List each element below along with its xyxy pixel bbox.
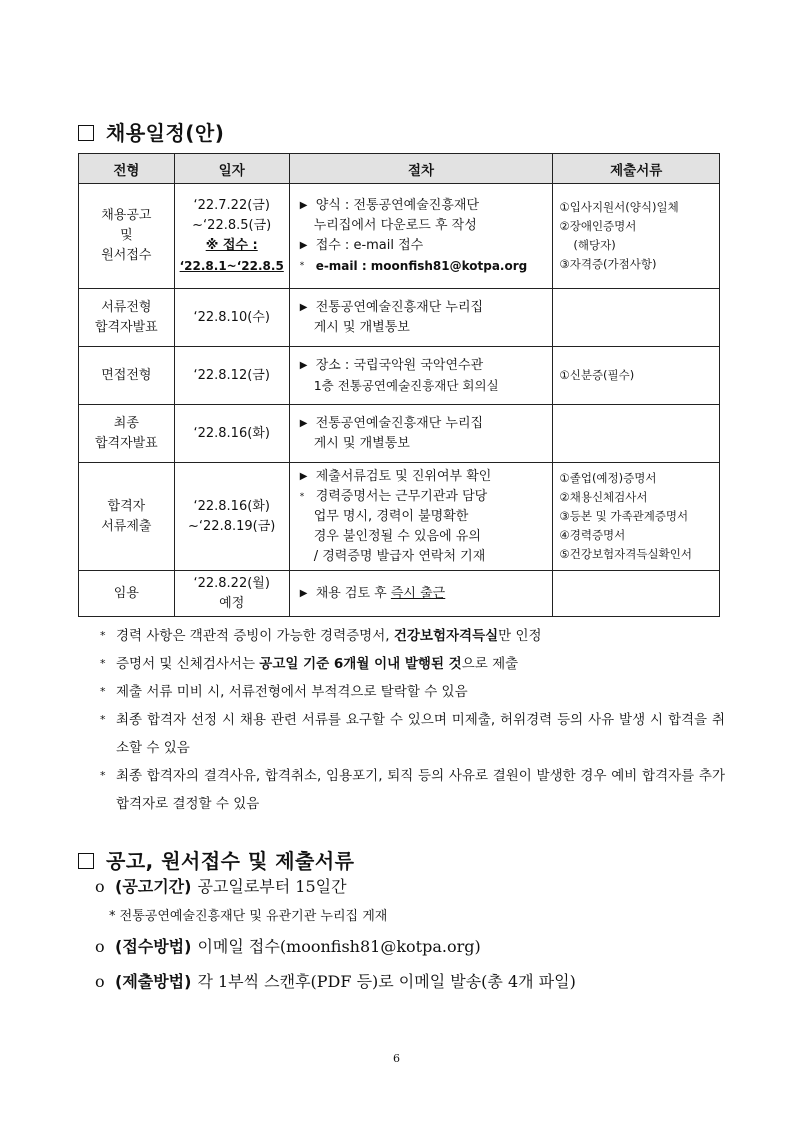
checkbox-square-icon — [78, 125, 94, 141]
date-cell: ‘22.8.16(화) — [174, 405, 289, 463]
stage-cell: 서류전형 합격자발표 — [79, 289, 175, 347]
list-item: o (접수방법) 이메일 접수(moonfish81@kotpa.org) — [95, 937, 481, 956]
notes-list — [100, 622, 725, 818]
receipt-period: ‘22.8.1~‘22.8.5 — [179, 259, 284, 273]
header-procedure: 절차 — [289, 154, 553, 184]
procedure-cell: ▶ 양식 : 전통공연예술진흥재단 누리집에서 다운로드 후 작성 ▶ 접수 : e-mail 접수 * e-mail : moonfish81@kotpa.org — [289, 184, 553, 289]
asterisk-icon: * — [299, 491, 305, 502]
date-cell: ‘22.8.10(수) — [174, 289, 289, 347]
documents-cell: ①신분증(필수) — [553, 347, 720, 405]
asterisk-icon: * — [100, 713, 106, 726]
asterisk-icon: * — [100, 685, 106, 698]
section-title-schedule: 채용일정(안) — [78, 117, 224, 146]
documents-cell — [553, 289, 720, 347]
announcement-items — [95, 874, 735, 1004]
list-item: o (제출방법) 각 1부씩 스캔후(PDF 등)로 이메일 발송(총 4개 파일) — [95, 972, 576, 991]
table-row — [79, 571, 720, 617]
stage-cell: 임용 — [79, 571, 175, 617]
page-number: 6 — [393, 1052, 400, 1065]
bullet-icon: o — [95, 972, 105, 991]
immediate-start-text: 즉시 출근 — [390, 585, 446, 601]
asterisk-icon: * — [100, 657, 106, 670]
checkbox-square-icon — [78, 853, 94, 869]
table-row — [79, 463, 720, 571]
section-title-announcement: 공고, 원서접수 및 제출서류 — [78, 845, 355, 874]
procedure-cell: ▶ 장소 : 국립국악원 국악연수관 1층 전통공연예술진흥재단 회의실 — [289, 347, 553, 405]
list-item: o (공고기간) 공고일로부터 15일간 — [95, 877, 347, 896]
asterisk-icon: * — [299, 261, 305, 271]
table-row — [79, 289, 720, 347]
arrow-icon: ▶ — [299, 240, 308, 251]
asterisk-icon: * — [100, 769, 106, 782]
sub-note: * 전통공연예술진흥재단 및 유관기관 누리집 게재 — [109, 909, 388, 924]
table-row — [79, 347, 720, 405]
asterisk-icon: * — [100, 629, 106, 642]
list-item: * 최종 합격자의 결격사유, 합격취소, 임용포기, 퇴직 등의 사유로 결원이 발생한 경우 예비 합격자를 추가 합격자로 결정할 수 있음 — [100, 762, 725, 818]
procedure-cell: ▶ 채용 검토 후 즉시 출근 — [289, 571, 553, 617]
list-item: * 경력 사항은 객관적 증빙이 가능한 경력증명서, 건강보험자격득실만 인정 — [100, 622, 725, 650]
documents-cell: ①입사지원서(양식)일체 ②장애인증명서 (해당자) ③자격증(가점사항) — [553, 184, 720, 289]
procedure-cell: ▶ 전통공연예술진흥재단 누리집 게시 및 개별통보 — [289, 289, 553, 347]
arrow-icon: ▶ — [299, 417, 308, 429]
date-cell: ‘22.8.16(화) ~‘22.8.19(금) — [174, 463, 289, 571]
asterisk-icon: * — [109, 909, 116, 924]
header-documents: 제출서류 — [553, 154, 720, 184]
procedure-cell: ▶ 전통공연예술진흥재단 누리집 게시 및 개별통보 — [289, 405, 553, 463]
table-header-row — [79, 154, 720, 184]
receipt-label: ※ 접수 : — [205, 238, 258, 253]
bullet-icon: o — [95, 937, 105, 956]
stage-cell: 면접전형 — [79, 347, 175, 405]
list-item: * 최종 합격자 선정 시 채용 관련 서류를 요구할 수 있으며 미제출, 허위경력 등의 사유 발생 시 합격을 취소할 수 있음 — [100, 706, 725, 762]
arrow-icon: ▶ — [299, 301, 308, 313]
arrow-icon: ▶ — [299, 587, 308, 599]
arrow-icon: ▶ — [299, 200, 308, 211]
stage-cell: 합격자 서류제출 — [79, 463, 175, 571]
list-item: * 제출 서류 미비 시, 서류전형에서 부적격으로 탈락할 수 있음 — [100, 678, 725, 706]
header-stage: 전형 — [79, 154, 175, 184]
date-cell: ‘22.8.22(월) 예정 — [174, 571, 289, 617]
list-item: * 증명서 및 신체검사서는 공고일 기준 6개월 이내 발행된 것으로 제출 — [100, 650, 725, 678]
documents-cell — [553, 405, 720, 463]
date-cell: ‘22.8.12(금) — [174, 347, 289, 405]
header-date: 일자 — [174, 154, 289, 184]
email-address: e-mail : moonfish81@kotpa.org — [315, 259, 528, 273]
stage-cell: 채용공고 및 원서접수 — [79, 184, 175, 289]
schedule-table — [78, 153, 720, 617]
table-row — [79, 405, 720, 463]
procedure-cell: ▶ 제출서류검토 및 진위여부 확인 * 경력증명서는 근무기관과 담당 업무 명시, 경력이 불명확한 경우 불인정될 수 있음에 유의 / 경력증명 발급자 연락처 기재 — [289, 463, 553, 571]
table-row — [79, 184, 720, 289]
stage-cell: 최종 합격자발표 — [79, 405, 175, 463]
documents-cell — [553, 571, 720, 617]
documents-cell: ①졸업(예정)증명서 ②채용신체검사서 ③등본 및 가족관계증명서 ④경력증명서 ⑤건강보험자격득실확인서 — [553, 463, 720, 571]
bullet-icon: o — [95, 877, 105, 896]
arrow-icon: ▶ — [299, 359, 308, 371]
arrow-icon: ▶ — [299, 470, 308, 482]
date-cell: ‘22.7.22(금) ~‘22.8.5(금) ※ 접수 : ‘22.8.1~‘22.8.5 — [174, 184, 289, 289]
